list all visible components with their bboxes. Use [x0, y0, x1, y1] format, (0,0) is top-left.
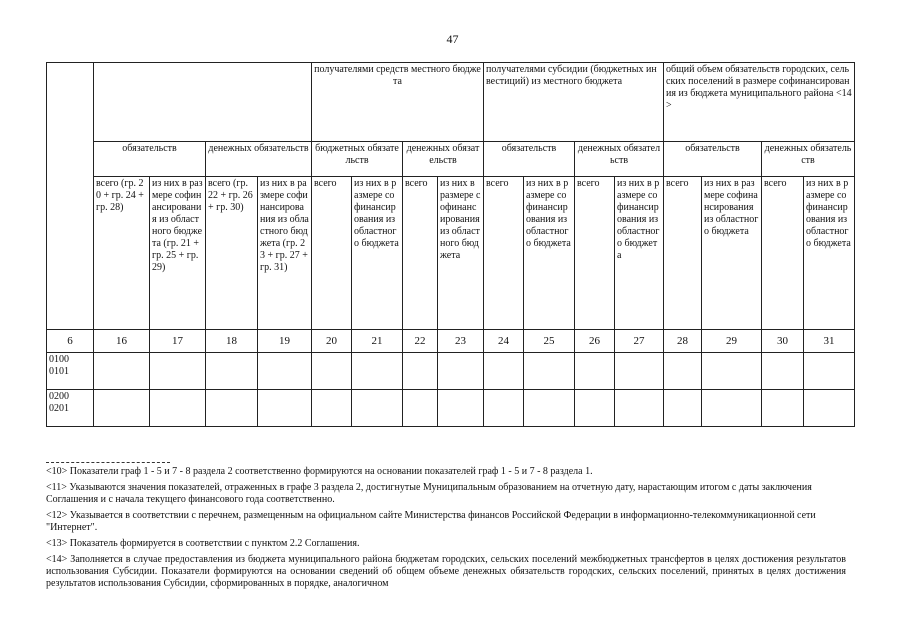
table-cell[interactable]: [352, 353, 403, 390]
header-blank-totals: [94, 63, 312, 142]
table-cell[interactable]: [615, 353, 664, 390]
page-number: 47: [446, 32, 459, 46]
header-col-30: всего: [762, 177, 804, 330]
column-number: 25: [524, 330, 575, 353]
table-cell[interactable]: [206, 390, 258, 427]
table-cell[interactable]: [312, 353, 352, 390]
table-cell[interactable]: [762, 353, 804, 390]
table-cell[interactable]: [206, 353, 258, 390]
row-code: 0200 0201: [47, 390, 94, 427]
header-obligations: обязательств: [94, 142, 206, 177]
table-cell[interactable]: [524, 390, 575, 427]
footnote-11: <11> Указываются значения показателей, отраженных в графе 3 раздела 2, достигнутые Муниципальным образованием на отчетную дату, нарастающим итогом с даты заключения Соглашения и с начала текущего финансового года соответственно.: [46, 482, 812, 505]
column-number: 22: [403, 330, 438, 353]
footnote-12: <12> Указывается в соответствии с перечнем, размещенным на официальном сайте Министерства финансов Российской Федерации в информационно-телекоммуникационной сети "Интернет".: [46, 510, 816, 533]
column-number: 31: [804, 330, 855, 353]
table-cell[interactable]: [664, 390, 702, 427]
header-col-27: из них в размере софинансирования из областного бюджета: [615, 177, 664, 330]
footnote-13: <13> Показатель формируется в соответствии с пунктом 2.2 Соглашения.: [46, 538, 360, 549]
header-obligations: обязательств: [484, 142, 575, 177]
header-recipients-subsidy: получателями субсидии (бюджетных инвестиций) из местного бюджета: [484, 63, 664, 142]
table-cell[interactable]: [762, 390, 804, 427]
column-number: 20: [312, 330, 352, 353]
table-cell[interactable]: [664, 353, 702, 390]
table-cell[interactable]: [702, 390, 762, 427]
header-monetary-obligations: денежных обязательств: [403, 142, 484, 177]
footnote-10: <10> Показатели граф 1 - 5 и 7 - 8 раздела 2 соответственно формируются на основании показателей граф 1 - 5 и 7 - 8 раздела 1.: [46, 466, 593, 477]
header-col-19: из них в размере софинансирования из областного бюджета (гр. 23 + гр. 27 + гр. 31): [258, 177, 312, 330]
column-number: 27: [615, 330, 664, 353]
footnote-separator: [46, 462, 170, 463]
header-col-17: из них в размере софинансирования из областного бюджета (гр. 21 + гр. 25 + гр. 29): [150, 177, 206, 330]
table-cell[interactable]: [702, 353, 762, 390]
report-table: [46, 62, 855, 427]
header-obligations: обязательств: [664, 142, 762, 177]
column-number: 6: [47, 330, 94, 353]
table-cell[interactable]: [403, 353, 438, 390]
table-cell[interactable]: [150, 353, 206, 390]
header-col-26: всего: [575, 177, 615, 330]
header-monetary-obligations: денежных обязательств: [575, 142, 664, 177]
table-cell[interactable]: [575, 353, 615, 390]
table-cell[interactable]: [258, 353, 312, 390]
column-number: 18: [206, 330, 258, 353]
header-col-31: из них в размере софинансирования из областного бюджета: [804, 177, 855, 330]
footnotes: [46, 462, 846, 594]
header-col-21: из них в размере софинансирования из областного бюджета: [352, 177, 403, 330]
table-cell[interactable]: [438, 390, 484, 427]
column-number: 21: [352, 330, 403, 353]
table-row: [47, 353, 855, 390]
header-col-24: всего: [484, 177, 524, 330]
header-col-16: всего (гр. 20 + гр. 24 + гр. 28): [94, 177, 150, 330]
column-number: 30: [762, 330, 804, 353]
table-cell[interactable]: [804, 353, 855, 390]
header-col-22: всего: [403, 177, 438, 330]
header-col-25: из них в размере софинансирования из областного бюджета: [524, 177, 575, 330]
table-cell[interactable]: [804, 390, 855, 427]
footnote-14: <14> Заполняется в случае предоставления из бюджета муниципального района бюджетам городских, сельских поселений межбюджетных трансфертов в целях достижения результатов использования Субсидии. Показатели формируются на основании сведений об общем объеме денежных обязательств городских, сельских поселений, принятых в целях достижения результатов использования Субсидии, сформированных в порядке, аналогичном: [46, 554, 846, 589]
column-number: 17: [150, 330, 206, 353]
row-code: 0100 0101: [47, 353, 94, 390]
header-recipients-local: получателями средств местного бюджета: [312, 63, 484, 142]
column-number: 29: [702, 330, 762, 353]
column-number: 19: [258, 330, 312, 353]
table-cell[interactable]: [403, 390, 438, 427]
header-col-23: из них в размере софинансирования из областного бюджета: [438, 177, 484, 330]
table-cell[interactable]: [484, 390, 524, 427]
header-monetary-obligations: денежных обязательств: [762, 142, 855, 177]
header-total-volume: общий объем обязательств городских, сельских поселений в размере софинансирования из бюджета муниципального района <14>: [664, 63, 855, 142]
header-col-18: всего (гр. 22 + гр. 26 + гр. 30): [206, 177, 258, 330]
table-cell[interactable]: [484, 353, 524, 390]
header-monetary-obligations: денежных обязательств: [206, 142, 312, 177]
header-col-28: всего: [664, 177, 702, 330]
header-budget-obligations: бюджетных обязательств: [312, 142, 403, 177]
header-col-20: всего: [312, 177, 352, 330]
table-row: [47, 390, 855, 427]
table-cell[interactable]: [438, 353, 484, 390]
table-cell[interactable]: [524, 353, 575, 390]
column-number: 23: [438, 330, 484, 353]
column-number: 26: [575, 330, 615, 353]
table-cell[interactable]: [150, 390, 206, 427]
table-cell[interactable]: [352, 390, 403, 427]
column-number: 28: [664, 330, 702, 353]
table-cell[interactable]: [575, 390, 615, 427]
column-number: 24: [484, 330, 524, 353]
column-number: 16: [94, 330, 150, 353]
header-blank-code: [47, 63, 94, 330]
table-cell[interactable]: [94, 390, 150, 427]
header-col-29: из них в размере софинансирования из областного бюджета: [702, 177, 762, 330]
table-cell[interactable]: [258, 390, 312, 427]
table-cell[interactable]: [312, 390, 352, 427]
table-cell[interactable]: [94, 353, 150, 390]
table-cell[interactable]: [615, 390, 664, 427]
